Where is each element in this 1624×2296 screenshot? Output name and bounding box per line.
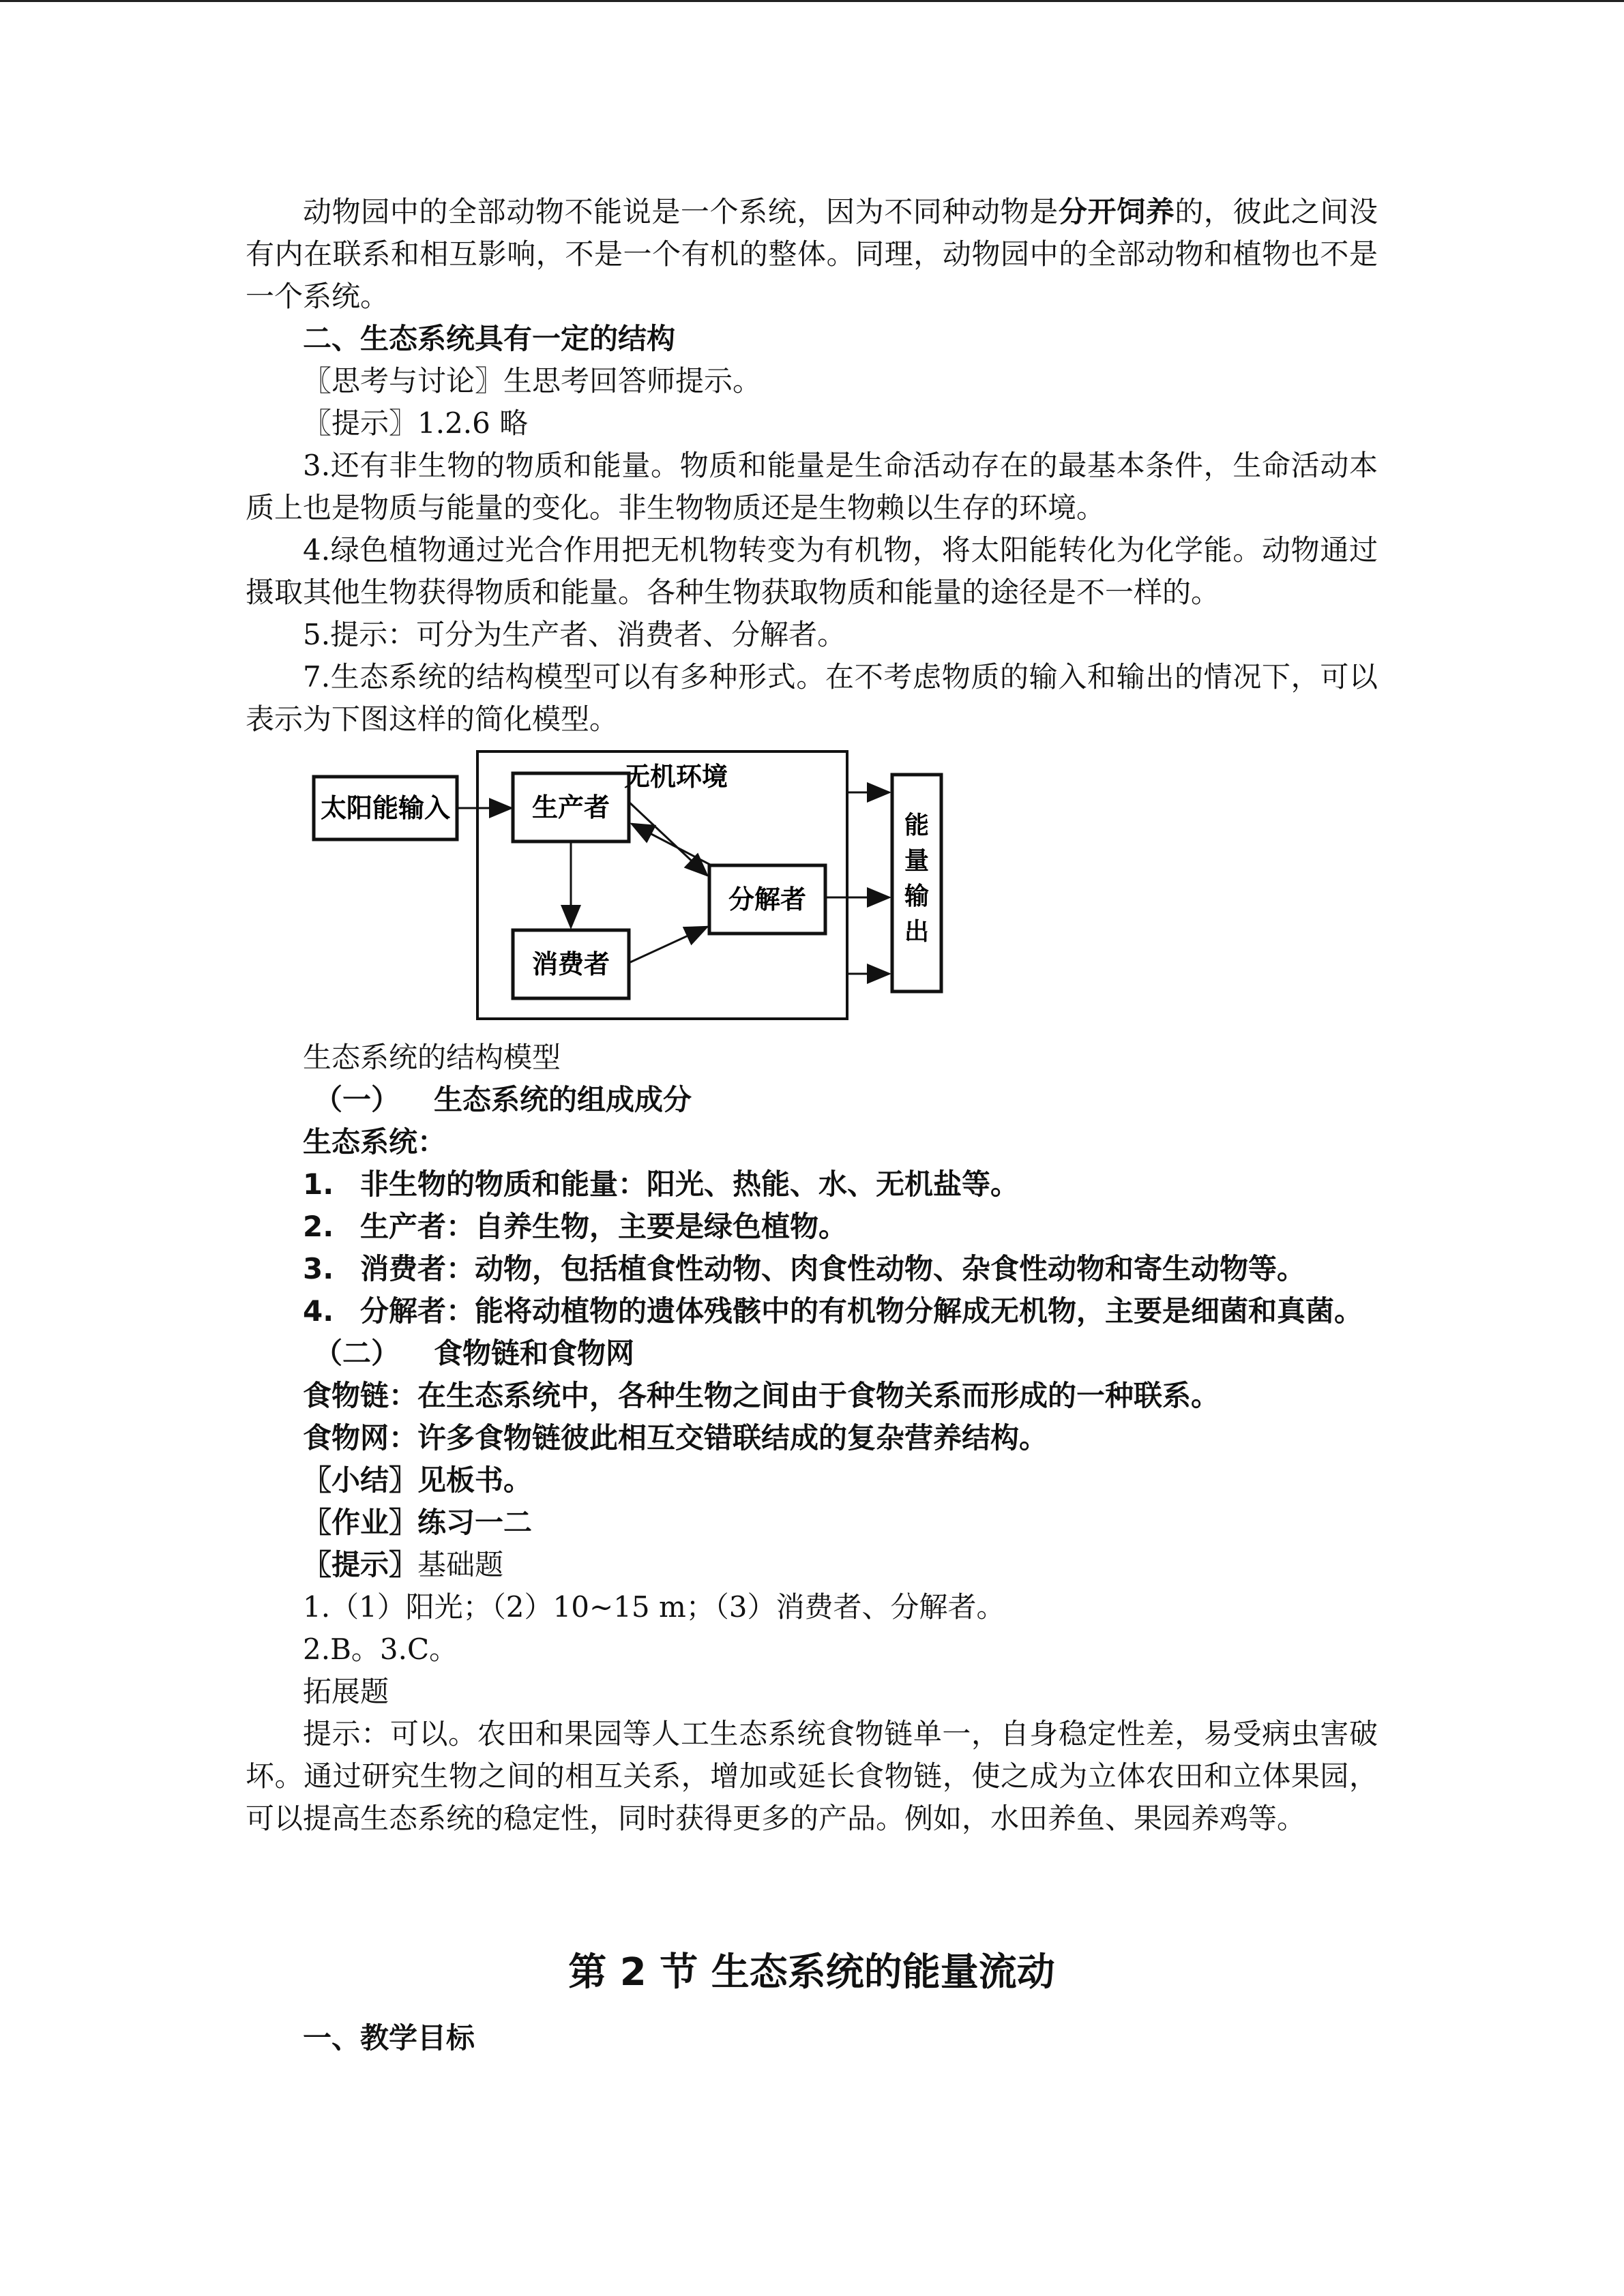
extension-label: 拓展题 bbox=[303, 1675, 389, 1708]
answer-basic-2: 2.B。3.C。 bbox=[303, 1632, 458, 1666]
decomposer-to-producer-arrow bbox=[632, 824, 713, 866]
output-char-3: 输 bbox=[904, 882, 930, 910]
output-char-1: 能 bbox=[904, 811, 930, 839]
answer-4: 4.绿色植物通过光合作用把无机物转变为有机物，将太阳能转化为化学能。动物通过摄取其他生物获得物质和能量。各种生物获取物质和能量的途径是不一样的。 bbox=[246, 533, 1378, 609]
output-char-4: 出 bbox=[904, 918, 930, 946]
teaching-objectives-heading: 一、教学目标 bbox=[303, 2021, 475, 2055]
list-item: 1. 非生物的物质和能量：阳光、热能、水、无机盐等。 bbox=[303, 1167, 1020, 1201]
subheading-food-chain: （二） 食物链和食物网 bbox=[314, 1337, 635, 1370]
document-page bbox=[246, 191, 1378, 2059]
decomposer-label: 分解者 bbox=[728, 884, 807, 914]
list-item: 2. 生产者：自养生物，主要是绿色植物。 bbox=[303, 1210, 848, 1243]
answer-5: 5.提示：可分为生产者、消费者、分解者。 bbox=[303, 618, 846, 651]
section-title: 第 2 节 生态系统的能量流动 bbox=[568, 1950, 1055, 1995]
answer-7: 7.生态系统的结构模型可以有多种形式。在不考虑物质的输入和输出的情况下，可以表示为下图这样的简化模型。 bbox=[246, 660, 1378, 736]
ecosystem-label: 生态系统： bbox=[303, 1125, 447, 1159]
heading-structure: 二、生态系统具有一定的结构 bbox=[303, 322, 676, 355]
consumer-label: 消费者 bbox=[531, 949, 610, 979]
list-item: 3. 消费者：动物，包括植食性动物、肉食性动物、杂食性动物和寄生动物等。 bbox=[303, 1252, 1306, 1285]
producer-to-decomposer-arrow bbox=[629, 802, 707, 876]
paragraph-zoo: 动物园中的全部动物不能说是一个系统，因为不同种动物是分开饲养的，彼此之间没有内在联系和相互影响，不是一个有机的整体。同理，动物园中的全部动物和植物也不是一个系统。 bbox=[246, 195, 1378, 313]
food-web-definition: 食物网：许多食物链彼此相互交错联结成的复杂营养结构。 bbox=[303, 1421, 1048, 1455]
producer-label: 生产者 bbox=[531, 792, 610, 822]
diagram-svg bbox=[307, 746, 989, 1032]
answer-3: 3.还有非生物的物质和能量。物质和能量是生命活动存在的最基本条件，生命活动本质上也是物质与能量的变化。非生物物质还是生物赖以生存的环境。 bbox=[246, 449, 1378, 524]
consumer-to-decomposer-arrow bbox=[629, 927, 707, 963]
hint-basic: 〖提示〗基础题 bbox=[303, 1548, 504, 1581]
diagram-caption: 生态系统的结构模型 bbox=[303, 1041, 561, 1074]
solar-input-label: 太阳能输入 bbox=[320, 793, 451, 823]
extension-answer: 提示：可以。农田和果园等人工生态系统食物链单一，自身稳定性差，易受病虫害破坏。通过研究生物之间的相互关系，增加或延长食物链，使之成为立体农田和立体果园，可以提高生态系统的稳定性，同时获得更多的产品。例如，水田养鱼、果园养鸡等。 bbox=[246, 1717, 1378, 1835]
homework-line: 〖作业〗练习一二 bbox=[303, 1506, 533, 1539]
summary-line: 〖小结〗见板书。 bbox=[303, 1463, 533, 1497]
list-item: 4. 分解者：能将动植物的遗体残骸中的有机物分解成无机物，主要是细菌和真菌。 bbox=[303, 1294, 1363, 1328]
hint-line: 〖提示〗1.2.6 略 bbox=[303, 406, 529, 440]
food-chain-definition: 食物链：在生态系统中，各种生物之间由于食物关系而形成的一种联系。 bbox=[303, 1379, 1220, 1412]
environment-label: 无机环境 bbox=[624, 762, 728, 792]
top-border bbox=[0, 0, 1624, 2]
think-discuss: 〖思考与讨论〗生思考回答师提示。 bbox=[303, 364, 762, 398]
answer-basic-1: 1.（1）阳光；（2）10~15 m；（3）消费者、分解者。 bbox=[303, 1590, 1005, 1624]
output-char-2: 量 bbox=[904, 847, 930, 875]
subheading-components: （一） 生态系统的组成成分 bbox=[314, 1083, 692, 1116]
structure-model-diagram bbox=[246, 746, 1378, 1032]
